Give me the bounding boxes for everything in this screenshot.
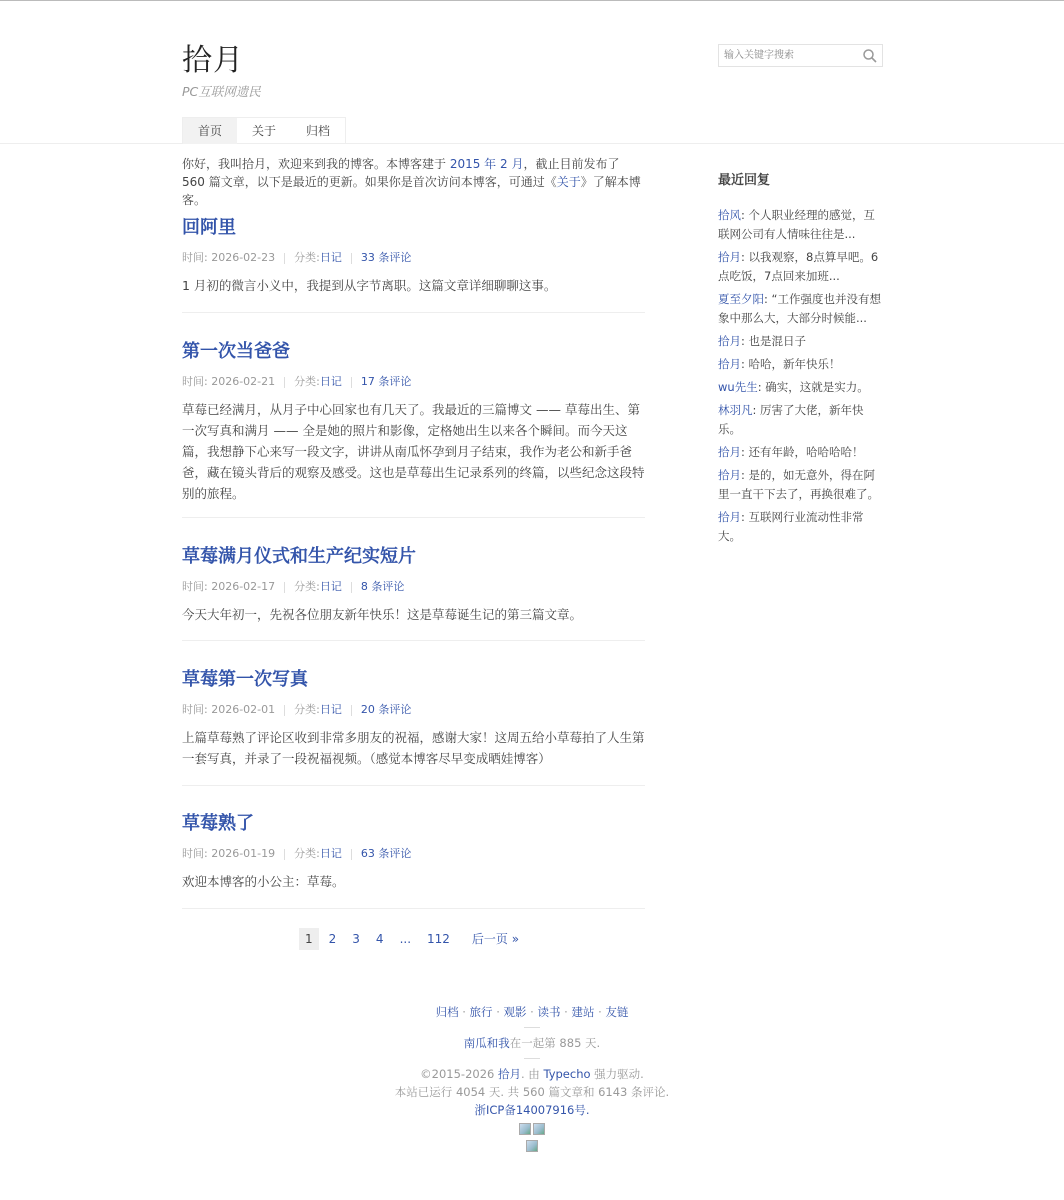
post-category-link[interactable]: 日记	[319, 703, 342, 716]
post-category-link[interactable]: 日记	[319, 251, 342, 264]
copyright-line	[0, 1065, 1064, 1083]
post-meta	[182, 251, 645, 265]
footer-links	[0, 1003, 1064, 1021]
footer-link-friends[interactable]: 友链	[605, 1005, 629, 1019]
copyright-text: . 由	[521, 1067, 544, 1081]
copyright-text: 强力驱动.	[590, 1067, 644, 1081]
next-page-link[interactable]: 后一页 »	[471, 932, 520, 946]
post-excerpt: 今天大年初一，先祝各位朋友新年快乐！这是草莓诞生记的第三篇文章。	[182, 607, 583, 622]
post-date: 时间: 2026-01-19	[182, 847, 276, 860]
post-category-label: 分类:	[294, 375, 320, 388]
post-excerpt: 欢迎本博客的小公主：草莓。	[182, 874, 345, 889]
post-item	[182, 340, 645, 518]
page-link[interactable]: 4	[375, 932, 384, 946]
footer-link-site[interactable]: 建站	[571, 1005, 595, 1019]
reply-text: : 厉害了大佬，新年快乐。	[718, 403, 864, 436]
footer-link-archive[interactable]: 归档	[435, 1005, 459, 1019]
post-category-link[interactable]: 日记	[319, 847, 342, 860]
site-title[interactable]: 拾月	[182, 43, 244, 78]
reply-author[interactable]: wu先生	[718, 380, 758, 394]
typecho-link[interactable]: Typecho	[543, 1067, 591, 1081]
post-category-label: 分类:	[294, 847, 320, 860]
footer-separator: ·	[560, 1005, 572, 1019]
reply-author[interactable]: 拾月	[718, 445, 741, 459]
site-stats: 本站已运行 4054 天. 共 560 篇文章和 6143 条评论.	[394, 1085, 670, 1099]
together-line	[0, 1034, 1064, 1052]
reply-text: : “工作强度也并没有想象中那么大，大部分时候能...	[718, 292, 881, 325]
broken-image-icon[interactable]	[526, 1140, 538, 1152]
post-excerpt: 1 月初的微言小义中，我提到从字节离职。这篇文章详细聊聊这事。	[182, 278, 557, 293]
footer-separator: ·	[492, 1005, 504, 1019]
broken-image-icon[interactable]	[533, 1123, 545, 1135]
reply-author[interactable]: 拾月	[718, 357, 741, 371]
reply-item	[718, 332, 883, 351]
broken-image-icon[interactable]	[519, 1123, 531, 1135]
reply-item	[718, 401, 883, 439]
reply-item	[718, 443, 883, 462]
footer-separator: ·	[594, 1005, 606, 1019]
post-title[interactable]: 草莓满月仪式和生产纪实短片	[182, 546, 416, 567]
post-title[interactable]: 草莓第一次写真	[182, 669, 308, 690]
icp-link[interactable]: 浙ICP备14007916号.	[474, 1103, 590, 1117]
post-date: 时间: 2026-02-21	[182, 375, 276, 388]
sidebar	[718, 169, 883, 550]
copyright-text: ©2015-2026	[420, 1067, 498, 1081]
reply-item	[718, 466, 883, 504]
reply-text: : 是的，如无意外，得在阿里一直干下去了，再换很难了。	[718, 468, 879, 501]
reply-author[interactable]: 拾月	[718, 334, 741, 348]
post-item	[182, 812, 645, 909]
site-header	[0, 1, 1064, 144]
post-item	[182, 668, 645, 786]
intro-text-part: ，截止目前发布了 560 篇文章，以下是最近的更新。如果你是首次访问本博客，可通过《	[182, 157, 620, 189]
reply-item	[718, 248, 883, 286]
nav-item-home[interactable]: 首页	[183, 118, 237, 144]
footer-divider	[524, 1027, 540, 1028]
search-box	[718, 44, 883, 67]
footer-separator: ·	[526, 1005, 538, 1019]
main-nav	[182, 117, 346, 144]
post-category-label: 分类:	[294, 703, 320, 716]
reply-text: : 哈哈，新年快乐！	[741, 357, 841, 371]
reply-text: : 也是混日子	[741, 334, 807, 348]
copyright-site-link[interactable]: 拾月	[498, 1067, 521, 1081]
reply-text: : 以我观察，8点算早吧。6点吃饭，7点回来加班...	[718, 250, 879, 283]
reply-author[interactable]: 拾月	[718, 250, 741, 264]
intro-text-part: 你好，我叫拾月，欢迎来到我的博客。本博客建于	[182, 157, 450, 171]
post-comments-link[interactable]: 20 条评论	[360, 703, 412, 716]
page-ellipsis: ...	[399, 932, 412, 946]
post-meta	[182, 580, 645, 594]
post-date: 时间: 2026-02-01	[182, 703, 276, 716]
page-link-last[interactable]: 112	[427, 932, 450, 946]
post-excerpt: 草莓已经满月，从月子中心回家也有几天了。我最近的三篇博文 —— 草莓出生、第一次写真和满月 —— 全是她的照片和影像，定格她出生以来各个瞬间。而今天这篇，我想静下心来写一段文字，讲讲从南瓜怀孕到月子结束，我作为老公和新手爸爸，藏在镜头背后的观察及感受。这也是草莓出生记录系列的终篇，以些纪念这段特别的旅程。	[182, 402, 645, 501]
post-meta	[182, 703, 645, 717]
page-link[interactable]: 3	[352, 932, 360, 946]
site-footer	[0, 1003, 1064, 1153]
site-description: PC互联网遗民	[182, 84, 261, 99]
footer-separator: ·	[458, 1005, 470, 1019]
recent-replies-list	[718, 206, 883, 546]
footer-link-travel[interactable]: 旅行	[469, 1005, 493, 1019]
intro-date-link[interactable]: 2015 年 2 月	[449, 157, 524, 171]
post-title[interactable]: 草莓熟了	[182, 813, 254, 834]
reply-author[interactable]: 拾月	[718, 468, 741, 482]
search-icon[interactable]	[862, 48, 878, 64]
reply-text: : 还有年龄，哈哈哈哈！	[741, 445, 864, 459]
footer-divider	[524, 1058, 540, 1059]
post-comments-link[interactable]: 63 条评论	[360, 847, 412, 860]
reply-author[interactable]: 林羽凡	[718, 403, 753, 417]
intro-about-link[interactable]: 关于	[556, 175, 581, 189]
footer-link-reading[interactable]: 读书	[537, 1005, 561, 1019]
reply-text: : 个人职业经理的感觉，互联网公司有人情味往往是...	[718, 208, 876, 241]
post-meta	[182, 375, 645, 389]
reply-author[interactable]: 拾风	[718, 208, 741, 222]
post-date: 时间: 2026-02-17	[182, 580, 276, 593]
post-item	[182, 216, 645, 313]
recent-replies-heading: 最近回复	[718, 173, 771, 188]
post-meta	[182, 847, 645, 861]
search-input[interactable]	[719, 45, 859, 66]
intro-text-part: 》了解本博客。	[182, 175, 641, 207]
post-title[interactable]: 第一次当爸爸	[182, 341, 290, 362]
intro-text	[182, 155, 644, 209]
together-text: 在一起第 885 天.	[509, 1036, 601, 1050]
post-excerpt: 上篇草莓熟了评论区收到非常多朋友的祝福，感谢大家！这周五给小草莓拍了人生第一套写真，并录了一段祝福视频。（感觉本博客尽早变成晒娃博客）	[182, 730, 645, 766]
reply-text: : 确实，这就是实力。	[757, 380, 869, 394]
post-item	[182, 545, 645, 641]
reply-author[interactable]: 拾月	[718, 510, 741, 524]
reply-item	[718, 290, 883, 328]
page-link[interactable]: 2	[328, 932, 337, 946]
reply-author[interactable]: 夏至夕阳	[718, 292, 764, 306]
nav-item-about[interactable]: 关于	[252, 124, 277, 138]
post-category-link[interactable]: 日记	[319, 375, 342, 388]
reply-item	[718, 355, 883, 374]
post-comments-link[interactable]: 33 条评论	[360, 251, 412, 264]
page-current: 1	[299, 928, 319, 950]
post-category-label: 分类:	[294, 580, 320, 593]
footer-link-movies[interactable]: 观影	[503, 1005, 527, 1019]
post-category-link[interactable]: 日记	[319, 580, 342, 593]
post-title[interactable]: 回阿里	[182, 217, 236, 238]
reply-text: : 互联网行业流动性非常大。	[718, 510, 864, 543]
together-link[interactable]: 南瓜和我	[463, 1036, 510, 1050]
nav-item-archive[interactable]: 归档	[306, 124, 331, 138]
post-date: 时间: 2026-02-23	[182, 251, 276, 264]
post-comments-link[interactable]: 8 条评论	[360, 580, 405, 593]
reply-item	[718, 378, 883, 397]
reply-item	[718, 206, 883, 244]
reply-item	[718, 508, 883, 546]
pagination	[299, 928, 529, 950]
post-category-label: 分类:	[294, 251, 320, 264]
post-comments-link[interactable]: 17 条评论	[360, 375, 412, 388]
